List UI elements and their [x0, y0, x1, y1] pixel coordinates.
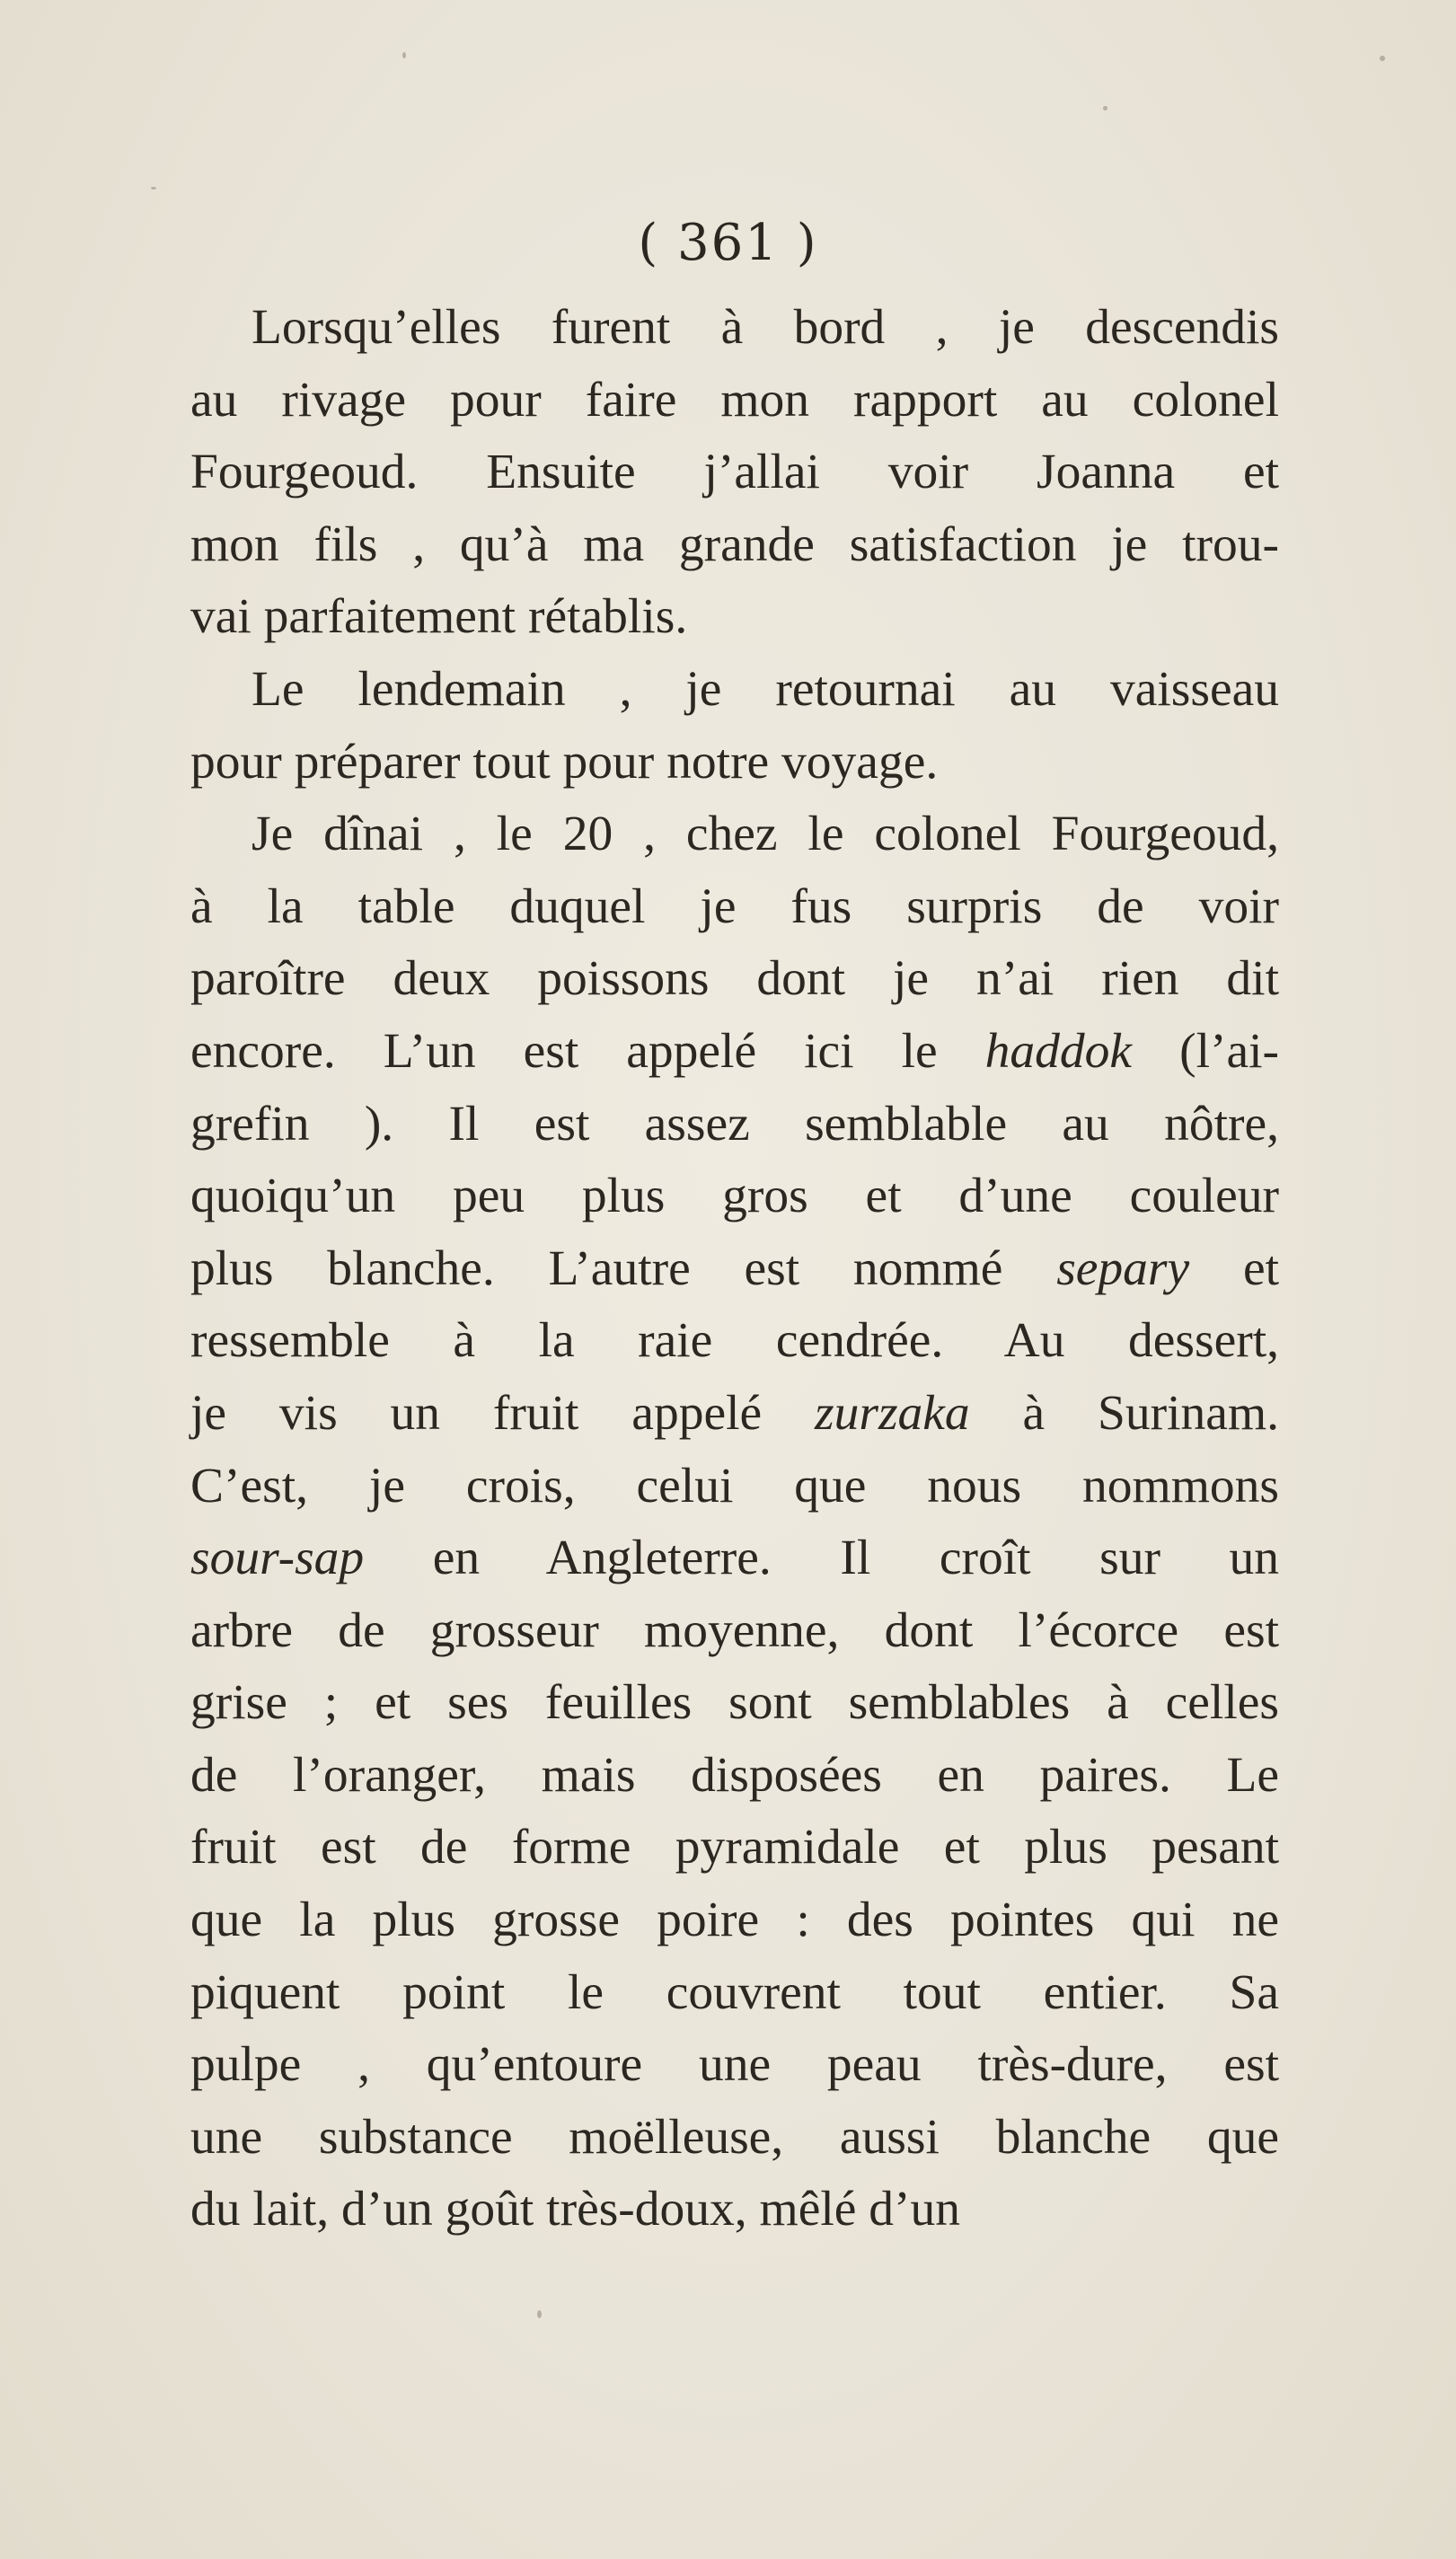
text-line [190, 871, 1279, 944]
text-line [190, 509, 1279, 582]
paper-speck [151, 187, 156, 190]
text-segment: je vis un fruit appelé [190, 1385, 815, 1441]
text-segment: arbre de grosseur moyenne, dont l’écorce est [190, 1602, 1279, 1658]
text-segment: que la plus grosse poire : des pointes qui ne [190, 1893, 1279, 1948]
text-line [190, 2029, 1279, 2102]
text-segment: une substance moëlleuse, aussi blanche que [190, 2109, 1279, 2165]
text-segment: Je dînai , le 20 , chez le colonel Fourgeoud, [251, 807, 1279, 862]
text-segment: ressemble à la raie cendrée. Au dessert, [190, 1313, 1279, 1369]
text-line [190, 1089, 1279, 1161]
text-segment: C’est, je crois, celui que nous nommons [190, 1458, 1279, 1513]
text-segment: plus blanche. L’autre est nommé [190, 1240, 1057, 1296]
paper-speck [537, 2310, 542, 2318]
text-line [190, 727, 1279, 799]
text-line [190, 1233, 1279, 1306]
text-segment: quoiqu’un peu plus gros et d’une couleur [190, 1169, 1279, 1224]
text-segment: Fourgeoud. Ensuite j’allai voir Joanna et [190, 445, 1279, 500]
text-segment: fruit est de forme pyramidale et plus pesant [190, 1820, 1279, 1875]
paper-speck [1103, 106, 1107, 110]
paper-speck [402, 52, 406, 58]
text-line [190, 1522, 1279, 1595]
text-segment: piquent point le couvrent tout entier. Sa [190, 1964, 1279, 2020]
text-line [190, 1595, 1279, 1668]
body-text [190, 292, 1279, 2246]
text-line [190, 1016, 1279, 1089]
text-segment: grefin ). Il est assez semblable au nôtre, [190, 1096, 1279, 1152]
text-segment: Lorsqu’elles furent à bord , je descendis [251, 300, 1279, 355]
text-segment: (l’ai- [1132, 1023, 1280, 1079]
text-line [190, 1378, 1279, 1451]
text-line [190, 1812, 1279, 1884]
text-segment: vai parfaitement rétablis. [190, 589, 688, 645]
text-segment: pulpe , qu’entoure une peau très-dure, est [190, 2037, 1279, 2093]
italic-term: separy [1056, 1240, 1190, 1296]
text-segment: Le lendemain , je retournai au vaisseau [251, 661, 1279, 717]
italic-term: zurzaka [815, 1385, 970, 1441]
text-line [190, 1740, 1279, 1813]
text-segment: à la table duquel je fus surpris de voir [190, 878, 1279, 934]
text-line [190, 581, 1279, 654]
text-segment: de l’oranger, mais disposées en paires. Le [190, 1747, 1279, 1803]
text-line [190, 1884, 1279, 1957]
text-line [190, 1667, 1279, 1740]
text-line [190, 654, 1279, 727]
text-segment: du lait, d’un goût très-doux, mêlé d’un [190, 2182, 960, 2237]
text-line [190, 2102, 1279, 2175]
text-line [190, 1160, 1279, 1233]
text-line [190, 799, 1279, 871]
text-segment: mon fils , qu’à ma grande satisfaction je trou- [190, 516, 1279, 572]
page-number: ( 361 ) [638, 214, 818, 272]
paper-speck [1380, 56, 1385, 61]
italic-term: haddok [984, 1023, 1133, 1079]
text-segment: paroître deux poissons dont je n’ai rien dit [190, 951, 1279, 1007]
italic-term: sour-sap [190, 1531, 365, 1586]
text-segment: à Surinam. [969, 1385, 1279, 1441]
text-line [190, 2174, 1279, 2246]
text-segment: encore. L’un est appelé ici le [190, 1023, 985, 1079]
text-line [190, 437, 1279, 509]
text-segment: grise ; et ses feuilles sont semblables à celles [190, 1675, 1279, 1731]
text-line [190, 292, 1279, 365]
text-line [190, 365, 1279, 437]
text-line [190, 1957, 1279, 2030]
text-segment: et [1189, 1240, 1280, 1296]
text-line [190, 1451, 1279, 1523]
text-line [190, 1305, 1279, 1378]
text-segment: au rivage pour faire mon rapport au colonel [190, 372, 1279, 428]
text-segment: pour préparer tout pour notre voyage. [190, 734, 939, 790]
text-segment: en Angleterre. Il croît sur un [364, 1531, 1279, 1586]
text-line [190, 943, 1279, 1016]
